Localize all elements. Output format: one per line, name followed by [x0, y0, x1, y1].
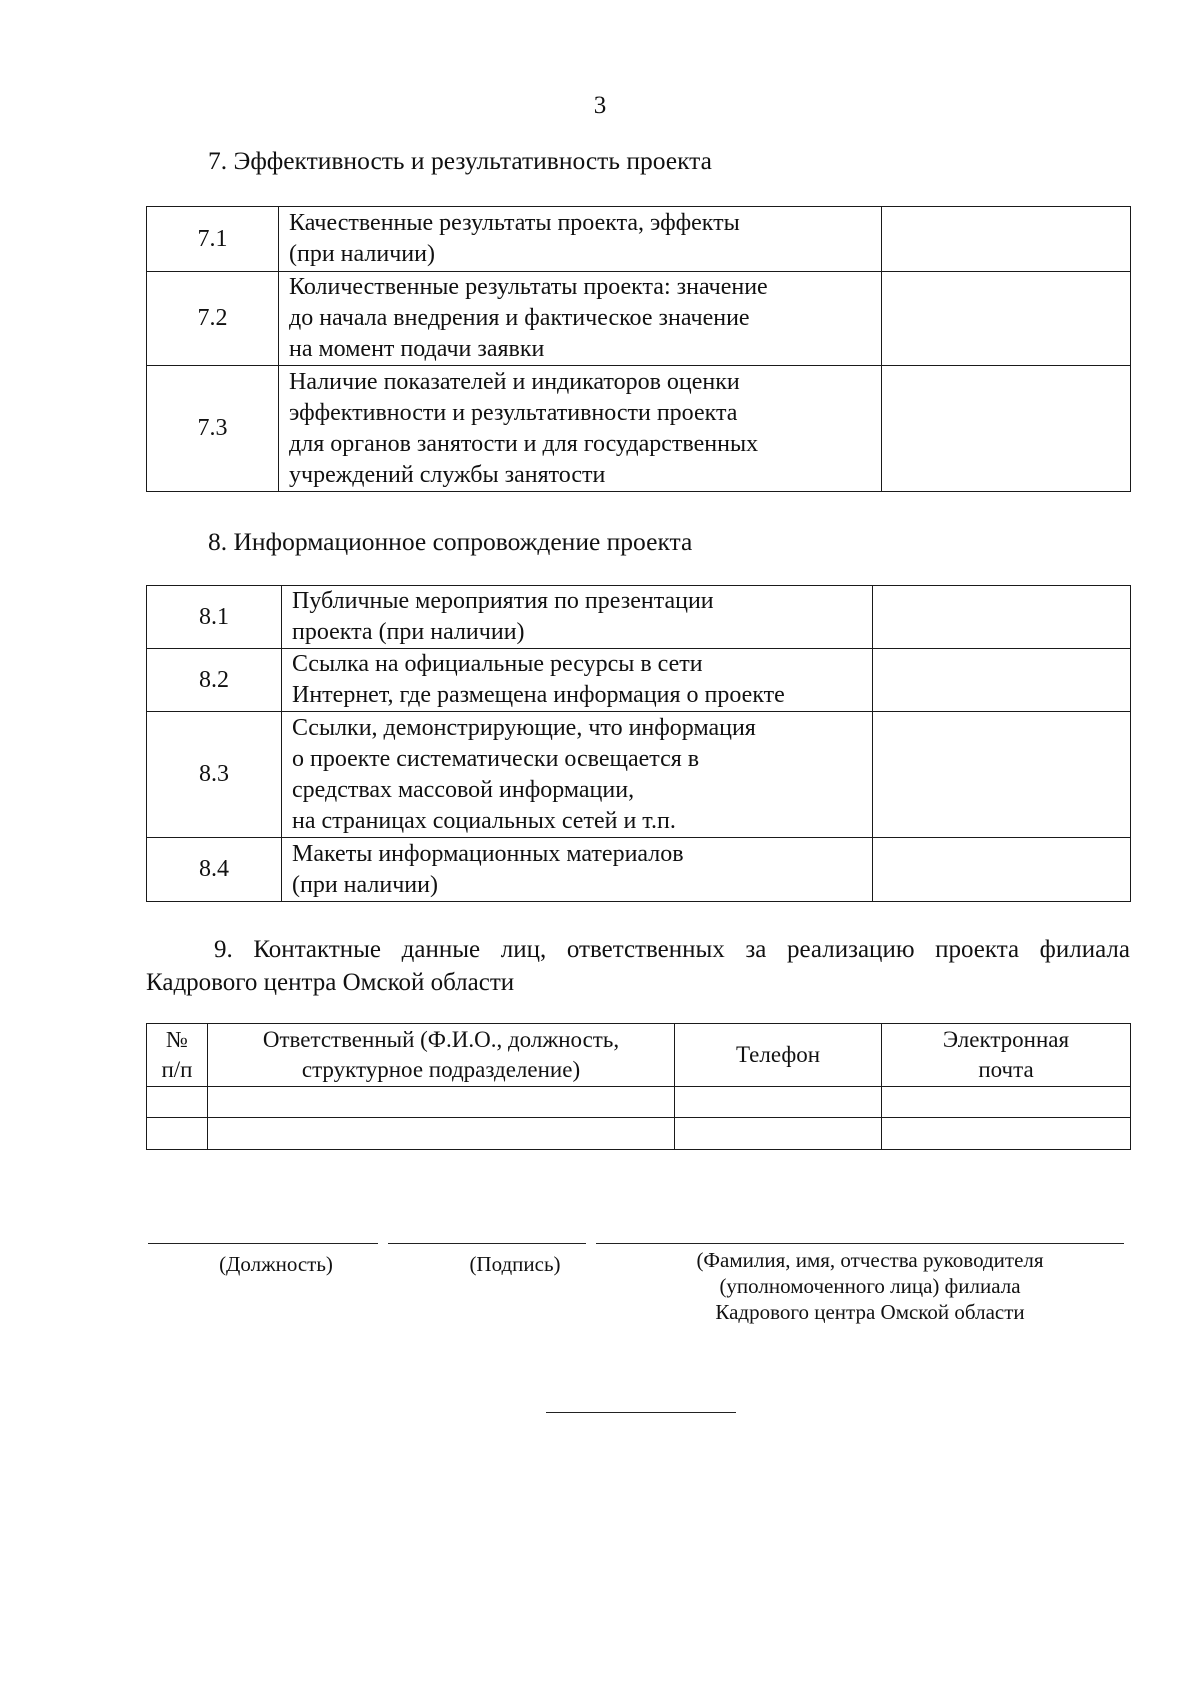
table-row — [147, 1087, 1131, 1118]
table-row — [147, 649, 1131, 712]
signature-caption: (Подпись) — [469, 1252, 561, 1276]
end-of-document-line — [546, 1412, 736, 1413]
row-description: Ссылки, демонстрирующие, что информация о проекте систематически освещается в средствах массовой информации, на страницах социальных сетей и т.п. — [282, 712, 873, 838]
table-row — [147, 272, 1131, 366]
row-value-cell[interactable] — [882, 207, 1131, 272]
section-7-heading: 7. Эффективность и результативность проекта — [208, 146, 712, 175]
cell-email[interactable] — [882, 1087, 1131, 1118]
row-number: 8.2 — [147, 649, 282, 712]
signature-line — [388, 1243, 586, 1244]
name-signature-line — [596, 1243, 1124, 1244]
row-number: 7.3 — [147, 366, 279, 492]
contacts-table — [146, 1023, 1131, 1150]
row-description: Наличие показателей и индикаторов оценки эффективности и результативности проекта для органов занятости и для государственных учреждений службы занятости — [279, 366, 882, 492]
row-value-cell[interactable] — [873, 586, 1131, 649]
table-row — [147, 586, 1131, 649]
row-description: Ссылка на официальные ресурсы в сети Интернет, где размещена информация о проекте — [282, 649, 873, 712]
position-signature-line — [148, 1243, 378, 1244]
row-description: Макеты информационных материалов (при наличии) — [282, 838, 873, 902]
row-value-cell[interactable] — [873, 712, 1131, 838]
section-7-table — [146, 206, 1131, 492]
row-description: Количественные результаты проекта: значение до начала внедрения и фактическое значение на момент подачи заявки — [279, 272, 882, 366]
row-value-cell[interactable] — [882, 366, 1131, 492]
row-number: 7.2 — [147, 272, 279, 366]
table-row — [147, 1118, 1131, 1150]
cell-num[interactable] — [147, 1087, 208, 1118]
section-9-text: 9. Контактные данные лиц, ответственных за реализацию проекта филиала Кадрового центра Омской области — [146, 936, 1130, 996]
name-caption: (Фамилия, имя, отчества руководителя (уполномоченного лица) филиала Кадрового центра Омской области — [696, 1248, 1044, 1324]
page-number: 3 — [593, 92, 607, 119]
row-value-cell[interactable] — [882, 272, 1131, 366]
header-email: Электронная почта — [882, 1024, 1131, 1087]
position-caption: (Должность) — [219, 1252, 333, 1276]
row-value-cell[interactable] — [873, 649, 1131, 712]
header-phone: Телефон — [675, 1024, 882, 1087]
header-num: № п/п — [147, 1024, 208, 1087]
cell-phone[interactable] — [675, 1087, 882, 1118]
row-value-cell[interactable] — [873, 838, 1131, 902]
row-number: 8.4 — [147, 838, 282, 902]
section-8-table — [146, 585, 1131, 902]
row-description: Публичные мероприятия по презентации проекта (при наличии) — [282, 586, 873, 649]
cell-phone[interactable] — [675, 1118, 882, 1150]
row-number: 8.3 — [147, 712, 282, 838]
cell-responsible[interactable] — [208, 1118, 675, 1150]
table-row — [147, 712, 1131, 838]
row-number: 7.1 — [147, 207, 279, 272]
table-row — [147, 838, 1131, 902]
table-header-row — [147, 1024, 1131, 1087]
section-8-heading: 8. Информационное сопровождение проекта — [208, 527, 693, 556]
cell-num[interactable] — [147, 1118, 208, 1150]
cell-email[interactable] — [882, 1118, 1131, 1150]
cell-responsible[interactable] — [208, 1087, 675, 1118]
row-number: 8.1 — [147, 586, 282, 649]
row-description: Качественные результаты проекта, эффекты (при наличии) — [279, 207, 882, 272]
table-row — [147, 207, 1131, 272]
header-responsible: Ответственный (Ф.И.О., должность, структурное подразделение) — [208, 1024, 675, 1087]
table-row — [147, 366, 1131, 492]
